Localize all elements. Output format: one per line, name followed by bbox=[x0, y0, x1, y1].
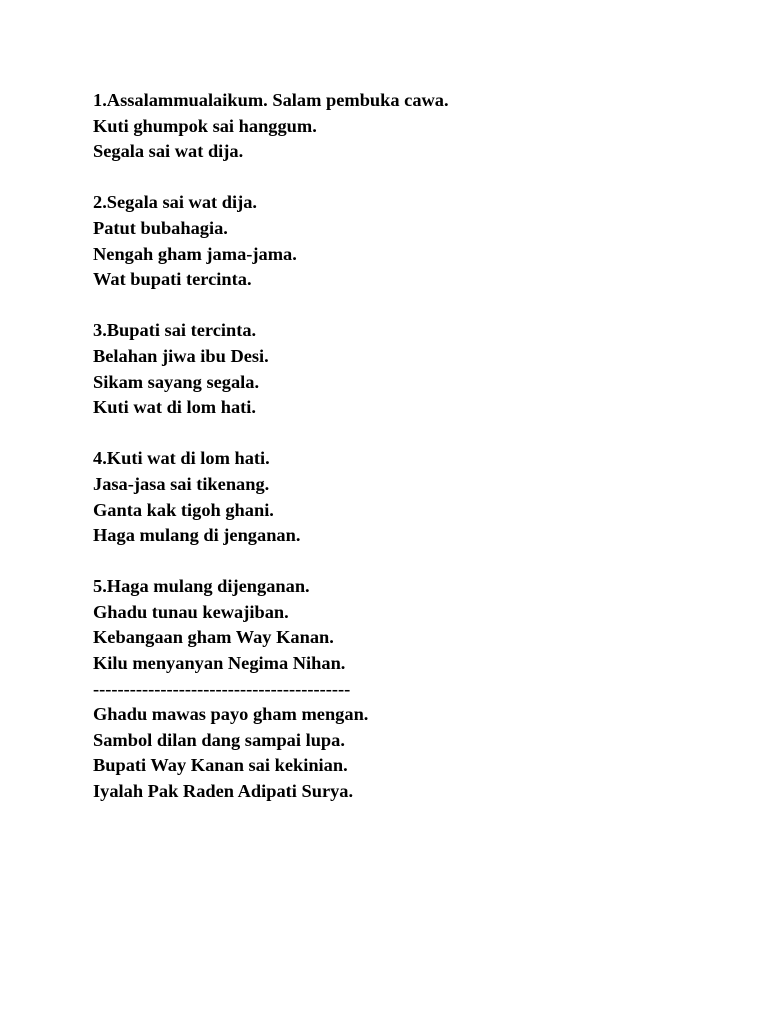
poem-line: Bupati Way Kanan sai kekinian. bbox=[93, 755, 348, 776]
poem-line: Kuti ghumpok sai hanggum. bbox=[93, 115, 317, 136]
poem-line: 5.Haga mulang dijenganan. bbox=[93, 576, 310, 597]
poem-line: Kebangaan gham Way Kanan. bbox=[93, 627, 334, 648]
poem-line: Kilu menyanyan Negima Nihan. bbox=[93, 653, 346, 674]
poem-line: Ganta kak tigoh ghani. bbox=[93, 499, 274, 520]
poem-line: 2.Segala sai wat dija. bbox=[93, 192, 257, 213]
poem-line: Belahan jiwa ibu Desi. bbox=[93, 345, 269, 366]
poem-line: Iyalah Pak Raden Adipati Surya. bbox=[93, 781, 354, 802]
poem-line: 1.Assalammualaikum. Salam pembuka cawa. bbox=[93, 90, 449, 110]
poem-line: Ghadu tunau kewajiban. bbox=[93, 601, 289, 622]
stanza-4 bbox=[93, 446, 713, 548]
stanza-2 bbox=[93, 190, 713, 292]
poem-line: Patut bubahagia. bbox=[93, 217, 228, 238]
stanza-5 bbox=[93, 574, 713, 804]
poem-line: Haga mulang di jenganan. bbox=[93, 525, 301, 546]
document-page bbox=[93, 88, 713, 805]
poem-line: Jasa-jasa sai tikenang. bbox=[93, 473, 270, 494]
stanza-1 bbox=[93, 88, 713, 165]
poem-line: Segala sai wat dija. bbox=[93, 141, 244, 162]
poem-line: Nengah gham jama-jama. bbox=[93, 243, 297, 264]
poem-line: Sikam sayang segala. bbox=[93, 371, 260, 392]
stanza-3 bbox=[93, 318, 713, 420]
poem-line: Wat bupati tercinta. bbox=[93, 269, 252, 290]
poem-line: 4.Kuti wat di lom hati. bbox=[93, 448, 270, 469]
poem-line: 3.Bupati sai tercinta. bbox=[93, 320, 257, 341]
poem-line: Kuti wat di lom hati. bbox=[93, 397, 256, 418]
separator-line: ------------------------------------------ bbox=[93, 678, 351, 699]
poem-line: Ghadu mawas payo gham mengan. bbox=[93, 704, 369, 725]
poem-line: Sambol dilan dang sampai lupa. bbox=[93, 729, 345, 750]
